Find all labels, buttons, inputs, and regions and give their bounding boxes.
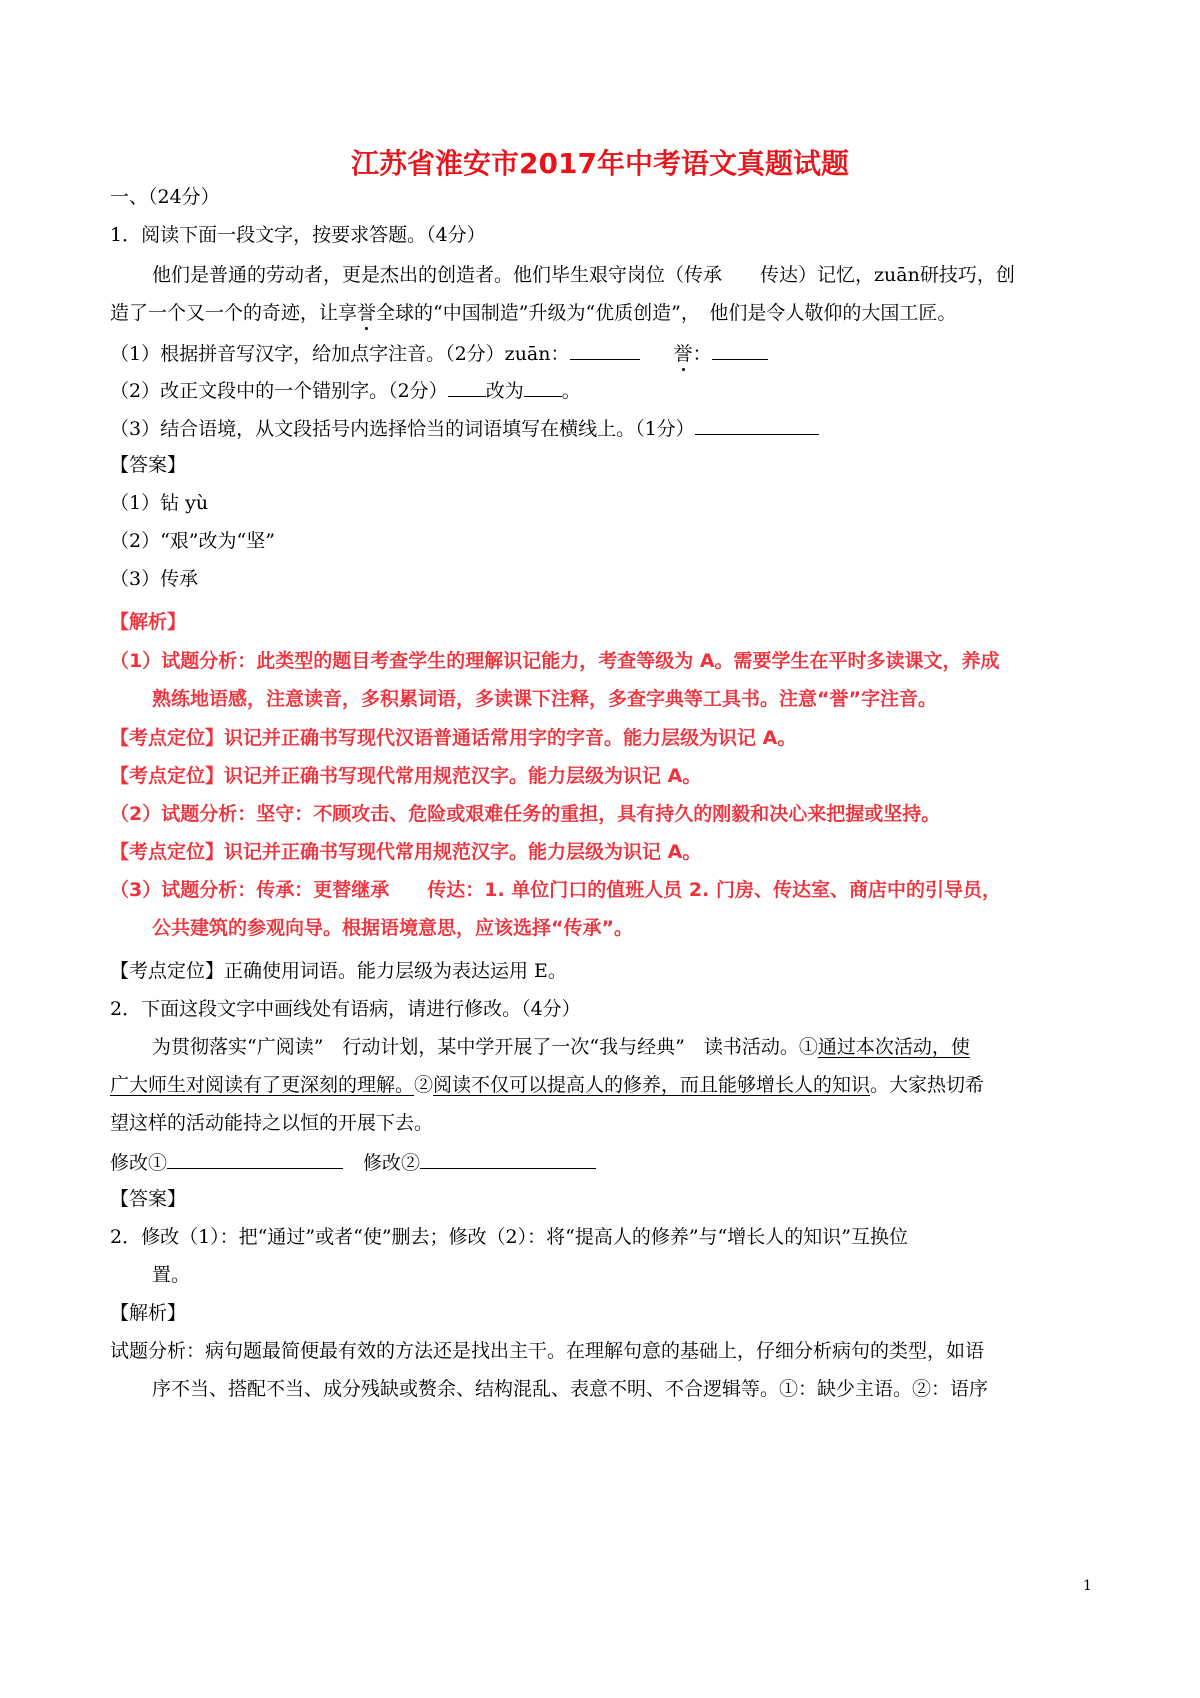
q1-analysis-heading: 【解析】 <box>110 611 187 633</box>
q2-passage-line2: 广大师生对阅读有了更深刻的理解。②阅读不仅可以提高人的修养，而且能够增长人的知识。大家热切希 <box>110 1074 985 1096</box>
page-title: 江苏省淮安市2017年中考语文真题试题 <box>351 147 849 180</box>
q2-passage-line3: 望这样的活动能持之以恒的开展下去。 <box>110 1112 434 1134</box>
q1-analysis-1b: 熟练地语感，注意读音，多积累词语，多读课下注释，多查字典等工具书。注意“誉”字注音。 <box>152 688 937 710</box>
answer-blank-zuan[interactable] <box>570 339 640 360</box>
answer-blank-correct-char[interactable] <box>524 376 562 397</box>
q2-analysis-1: 试题分析：病句题最简便最有效的方法还是找出主干。在理解句意的基础上，仔细分析病句的类型，如语 <box>110 1340 985 1362</box>
answer-blank-yu[interactable] <box>712 339 768 360</box>
q1-answer-2: （2）“艰”改为“坚” <box>110 530 275 552</box>
q1-analysis-3a: （3）试题分析：传承：更替继承 传达：1. 单位门口的值班人员 2. 门房、传达室、商店中的引导员， <box>110 879 1001 901</box>
q1-kaodian-3: 【考点定位】识记并正确书写现代常用规范汉字。能力层级为识记 A。 <box>110 841 702 863</box>
q2-answer-2: 置。 <box>152 1264 191 1286</box>
dotted-char: 誉 <box>357 302 377 324</box>
q1-analysis-2: （2）试题分析：坚守：不顾攻击、危险或艰难任务的重担，具有持久的刚毅和决心来把握或坚持。 <box>110 803 941 825</box>
q1-analysis-1a: （1）试题分析：此类型的题目考查学生的理解识记能力，考查等级为 A。需要学生在平时多读课文，养成 <box>110 650 1000 672</box>
q2-answer-heading: 【答案】 <box>110 1188 187 1210</box>
q2-stem: 2．下面这段文字中画线处有语病，请进行修改。（4分） <box>110 998 581 1020</box>
q1-answer-3: （3）传承 <box>110 568 199 590</box>
q1-passage-line1: 他们是普通的劳动者，更是杰出的创造者。他们毕生艰守岗位（传承 传达）记忆，zuān研技巧，创 <box>152 264 1015 286</box>
q1-sub3: （3）结合语境，从文段括号内选择恰当的词语填写在横线上。（1分） <box>110 414 819 442</box>
q2-answer-1: 2．修改（1）：把“通过”或者“使”删去；修改（2）：将“提高人的修养”与“增长人的知识”互换位 <box>110 1226 908 1248</box>
q1-sub1: （1）根据拼音写汉字，给加点字注音。（2分）zuān： 誉： <box>110 339 768 367</box>
q2-fix-row: 修改① 修改② <box>110 1148 596 1176</box>
section-heading: 一、（24分） <box>110 186 220 208</box>
q1-passage-line2: 造了一个又一个的奇迹，让享誉全球的“中国制造”升级为“优质创造”， 他们是令人敬仰的大国工匠。 <box>110 302 957 324</box>
q1-sub2: （2）改正文段中的一个错别字。（2分） 改为 。 <box>110 376 581 404</box>
q1-kaodian-2: 【考点定位】识记并正确书写现代常用规范汉字。能力层级为识记 A。 <box>110 765 702 787</box>
fix1-blank[interactable] <box>167 1148 343 1169</box>
answer-blank-word-choice[interactable] <box>695 414 819 435</box>
q2-analysis-heading: 【解析】 <box>110 1302 187 1324</box>
q1-answer-heading: 【答案】 <box>110 454 187 476</box>
q2-analysis-2: 序不当、搭配不当、成分残缺或赘余、结构混乱、表意不明、不合逻辑等。①：缺少主语。②：语序 <box>152 1378 989 1400</box>
page-number: 1 <box>1083 1578 1092 1594</box>
q1-kaodian-1: 【考点定位】识记并正确书写现代汉语普通话常用字的字音。能力层级为识记 A。 <box>110 727 797 749</box>
q1-analysis-3b: 公共建筑的参观向导。根据语境意思，应该选择“传承”。 <box>152 917 633 939</box>
answer-blank-wrong-char[interactable] <box>448 376 486 397</box>
q2-passage-line1: 为贯彻落实“广阅读” 行动计划，某中学开展了一次“我与经典” 读书活动。①通过本次活动，使 <box>152 1036 970 1058</box>
fix2-blank[interactable] <box>420 1148 596 1169</box>
q1-answer-1: （1）钻 yù <box>110 492 209 514</box>
q1-kaodian-4: 【考点定位】正确使用词语。能力层级为表达运用 E。 <box>110 960 567 982</box>
q1-stem: 1．阅读下面一段文字，按要求答题。（4分） <box>110 224 486 246</box>
